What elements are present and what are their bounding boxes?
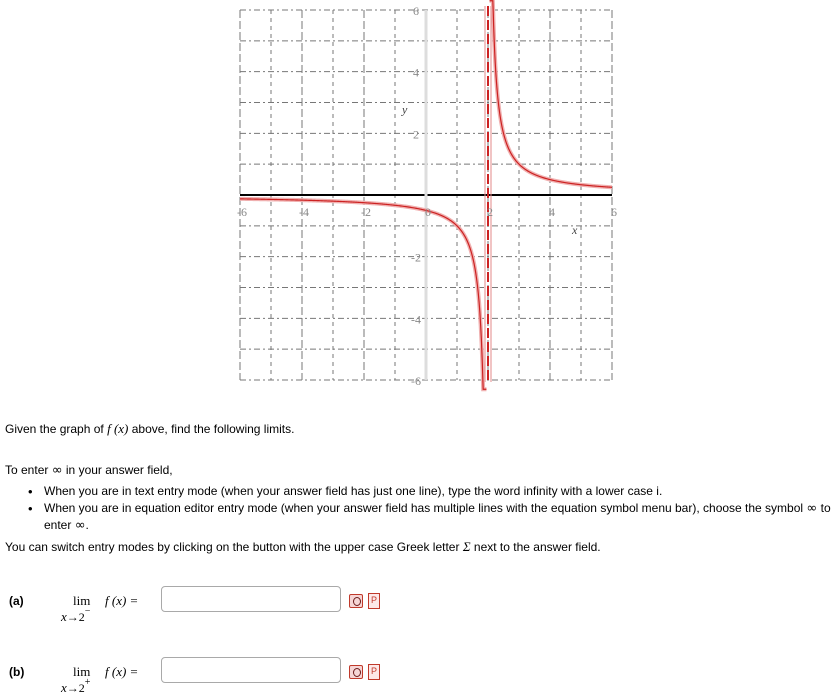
x-axis-label: x <box>572 223 578 237</box>
equation-editor-icon[interactable] <box>349 665 363 679</box>
x-tick-label: -6 <box>237 205 247 219</box>
part-a-label: (a) <box>9 594 24 608</box>
y-tick-label: -6 <box>411 374 421 388</box>
part-a-function: f (x) = <box>105 593 139 608</box>
part-a-answer-input[interactable] <box>161 586 341 612</box>
enter-pre: To enter <box>5 463 49 477</box>
x-tick-label: 6 <box>611 205 617 219</box>
x-tick-label: 2 <box>487 205 493 219</box>
part-b-label: (b) <box>9 665 25 679</box>
infinity-intro <box>5 463 173 478</box>
given-post: above, find the following limits. <box>131 422 295 436</box>
sigma-symbol: Σ <box>462 539 471 554</box>
instruction-equation-mode: • When you are in equation editor entry mode (when your answer field has multiple lines with the equation symbol menu bar), choose the symbol ∞ to enter ∞. <box>28 500 836 534</box>
switch-mode-text: You can switch entry modes by clicking on the button with the upper case Greek letter Σ next to the answer field. <box>5 539 601 554</box>
y-tick-label: -2 <box>411 250 421 265</box>
help-document-icon[interactable] <box>368 593 380 609</box>
x-tick-label: 4 <box>549 205 555 219</box>
infinity-symbol: ∞ <box>74 518 86 533</box>
infinity-symbol: ∞ <box>51 463 63 478</box>
y-tick-label: 6 <box>413 4 419 18</box>
x-tick-label: -4 <box>299 205 309 219</box>
infinity-symbol: ∞ <box>806 501 818 516</box>
equation-editor-icon[interactable] <box>349 594 363 608</box>
part-a-lim-subscript: x→2− <box>61 606 91 624</box>
y-tick-label: 2 <box>413 127 419 142</box>
y-tick-label: -4 <box>411 312 421 327</box>
instruction-text-mode: • When you are in text entry mode (when your answer field has just one line), type the word infinity with a lower case i. <box>28 483 836 500</box>
part-b-lim: lim <box>73 664 91 679</box>
x-tick-label: -2 <box>361 205 371 219</box>
y-axis-label: y <box>402 102 408 117</box>
given-text <box>5 421 294 437</box>
part-b-answer-input[interactable] <box>161 657 341 683</box>
curve-left-branch-halo <box>240 199 486 389</box>
given-pre: Given the graph of <box>5 422 104 436</box>
graph-axes <box>240 10 612 380</box>
help-document-icon[interactable] <box>368 664 380 680</box>
y-tick-label: 4 <box>413 65 419 80</box>
enter-post: in your answer field, <box>65 463 173 477</box>
curve-right-branch <box>490 1 612 188</box>
instruction-list <box>28 483 836 534</box>
x-tick-label: 0 <box>425 205 431 219</box>
given-func: f (x) <box>107 421 129 436</box>
curve-right-branch-halo <box>490 1 612 188</box>
curve-left-branch <box>240 199 486 389</box>
part-b-function: f (x) = <box>105 664 139 679</box>
part-a-lim: lim <box>73 593 91 608</box>
part-b-lim-subscript: x→2+ <box>61 677 91 695</box>
